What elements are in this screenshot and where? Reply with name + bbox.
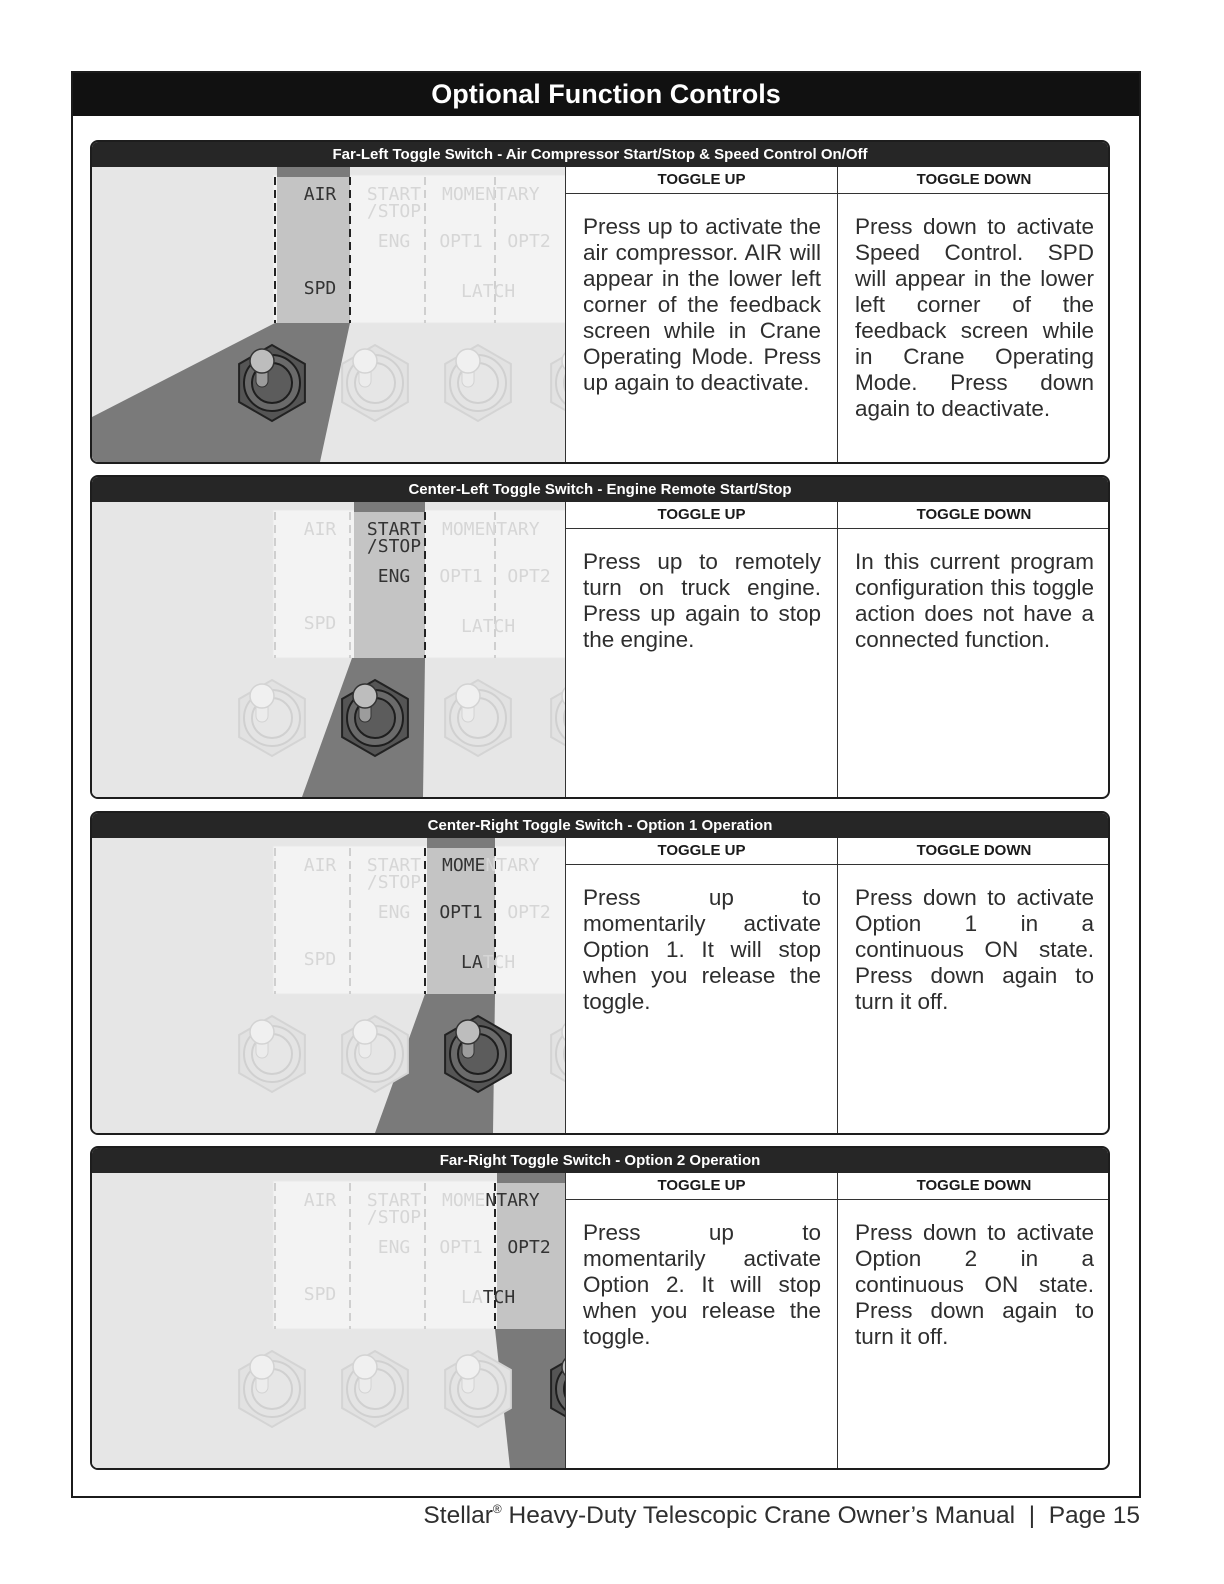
label-eng: ENG [377, 231, 411, 252]
label-air: AIR [303, 519, 337, 540]
section-body [92, 838, 1108, 1133]
toggle-down-heading: TOGGLE DOWN [838, 1173, 1110, 1200]
switch-panel-diagram [92, 502, 566, 797]
label-eng: ENG [377, 902, 411, 923]
label-opt1: OPT1 [439, 902, 483, 923]
label-opt2: OPT2 [507, 1237, 551, 1258]
toggle-up-column [566, 1173, 838, 1468]
label-stop: /STOP [366, 1207, 422, 1228]
toggle-up-heading: TOGGLE UP [566, 167, 837, 194]
page-footer [423, 1502, 1140, 1530]
toggle-up-description: Press up to momentarily activate Option 1. It will stop when you release the toggle. [583, 885, 821, 1014]
toggle-up-description: Press up to remotely turn on truck engine. Press up again to stop the engine. [583, 549, 821, 652]
label-air: AIR [303, 184, 337, 205]
section-body [92, 167, 1108, 462]
control-panel-illustration [92, 1173, 566, 1468]
section-header: Far-Left Toggle Switch - Air Compressor Start/Stop & Speed Control On/Off [92, 142, 1108, 167]
label-spd: SPD [303, 613, 337, 634]
label-spd: SPD [303, 1284, 337, 1305]
toggle-down-description: In this current program configuration this toggle action does not have a connected function. [855, 549, 1094, 652]
toggle-down-column [838, 838, 1110, 1133]
label-latch-right: TCH [482, 1287, 516, 1308]
toggle-up-heading: TOGGLE UP [566, 502, 837, 529]
footer-brand: Stellar [423, 1502, 493, 1529]
label-start: START [366, 184, 422, 205]
switch-panel-diagram [92, 1173, 566, 1468]
toggle-down-heading: TOGGLE DOWN [838, 502, 1110, 529]
toggle-up-column [566, 167, 838, 462]
section-body [92, 1173, 1108, 1468]
label-momentary-right: NTARY [485, 855, 540, 876]
page-title: Optional Function Controls [73, 73, 1139, 116]
section-header: Far-Right Toggle Switch - Option 2 Operation [92, 1148, 1108, 1173]
label-opt2: OPT2 [507, 902, 551, 923]
label-start: START [366, 1190, 422, 1211]
toggle-up-column [566, 838, 838, 1133]
label-latch-right: TCH [482, 616, 516, 637]
toggle-up-column [566, 502, 838, 797]
label-start: START [366, 519, 422, 540]
label-opt1: OPT1 [439, 566, 483, 587]
label-air: AIR [303, 1190, 337, 1211]
toggle-up-heading: TOGGLE UP [566, 1173, 837, 1200]
label-momentary-right: NTARY [485, 184, 540, 205]
toggle-down-column [838, 502, 1110, 797]
label-latch-right: TCH [482, 952, 516, 973]
toggle-section-1 [90, 140, 1110, 464]
label-eng: ENG [377, 566, 411, 587]
toggle-down-heading: TOGGLE DOWN [838, 838, 1110, 865]
toggle-section-3 [90, 811, 1110, 1135]
label-latch-right: TCH [482, 281, 516, 302]
label-eng: ENG [377, 1237, 411, 1258]
toggle-section-4 [90, 1146, 1110, 1470]
toggle-down-description: Press down to activate Speed Control. SPD will appear in the lower left corner of the feedback screen while in Crane Operating Mode. Press down again to deactivate. [855, 214, 1094, 421]
toggle-up-description: Press up to momentarily activate Option 2. It will stop when you release the toggle. [583, 1220, 821, 1349]
control-panel-illustration [92, 502, 566, 797]
label-opt2: OPT2 [507, 231, 551, 252]
label-latch-left: LA [461, 1287, 483, 1308]
toggle-down-column [838, 1173, 1110, 1468]
section-header: Center-Right Toggle Switch - Option 1 Operation [92, 813, 1108, 838]
label-latch-left: LA [461, 281, 483, 302]
label-start: START [366, 855, 422, 876]
label-stop: /STOP [366, 201, 422, 222]
label-latch-left: LA [461, 952, 483, 973]
label-momentary-left: MOME [442, 1190, 486, 1211]
section-body [92, 502, 1108, 797]
footer-manual-title: Heavy-Duty Telescopic Crane Owner’s Manual [508, 1502, 1016, 1529]
label-spd: SPD [303, 278, 337, 299]
label-opt1: OPT1 [439, 1237, 483, 1258]
label-latch-left: LA [461, 616, 483, 637]
toggle-down-description: Press down to activate Option 1 in a continuous ON state. Press down again to turn it off. [855, 885, 1094, 1014]
switch-panel-diagram [92, 838, 566, 1133]
label-stop: /STOP [366, 536, 422, 557]
label-momentary-left: MOME [442, 855, 486, 876]
label-momentary-right: NTARY [485, 1190, 540, 1211]
label-spd: SPD [303, 949, 337, 970]
toggle-up-description: Press up to activate the air compressor. AIR will appear in the lower left corner of the feedback screen while in Crane Operating Mode. Press up again to deactivate. [583, 214, 821, 395]
label-stop: /STOP [366, 872, 422, 893]
label-momentary-left: MOME [442, 519, 486, 540]
label-momentary-right: NTARY [485, 519, 540, 540]
label-air: AIR [303, 855, 337, 876]
label-momentary-left: MOME [442, 184, 486, 205]
toggle-down-column [838, 167, 1110, 462]
section-header: Center-Left Toggle Switch - Engine Remote Start/Stop [92, 477, 1108, 502]
switch-panel-diagram [92, 167, 566, 462]
control-panel-illustration [92, 167, 566, 462]
toggle-down-heading: TOGGLE DOWN [838, 167, 1110, 194]
label-opt1: OPT1 [439, 231, 483, 252]
control-panel-illustration [92, 838, 566, 1133]
toggle-down-description: Press down to activate Option 2 in a continuous ON state. Press down again to turn it off. [855, 1220, 1094, 1349]
footer-page-number: Page 15 [1048, 1502, 1140, 1529]
footer-separator: | [1028, 1502, 1036, 1529]
toggle-section-2 [90, 475, 1110, 799]
toggle-up-heading: TOGGLE UP [566, 838, 837, 865]
registered-mark: ® [492, 1502, 502, 1516]
label-opt2: OPT2 [507, 566, 551, 587]
